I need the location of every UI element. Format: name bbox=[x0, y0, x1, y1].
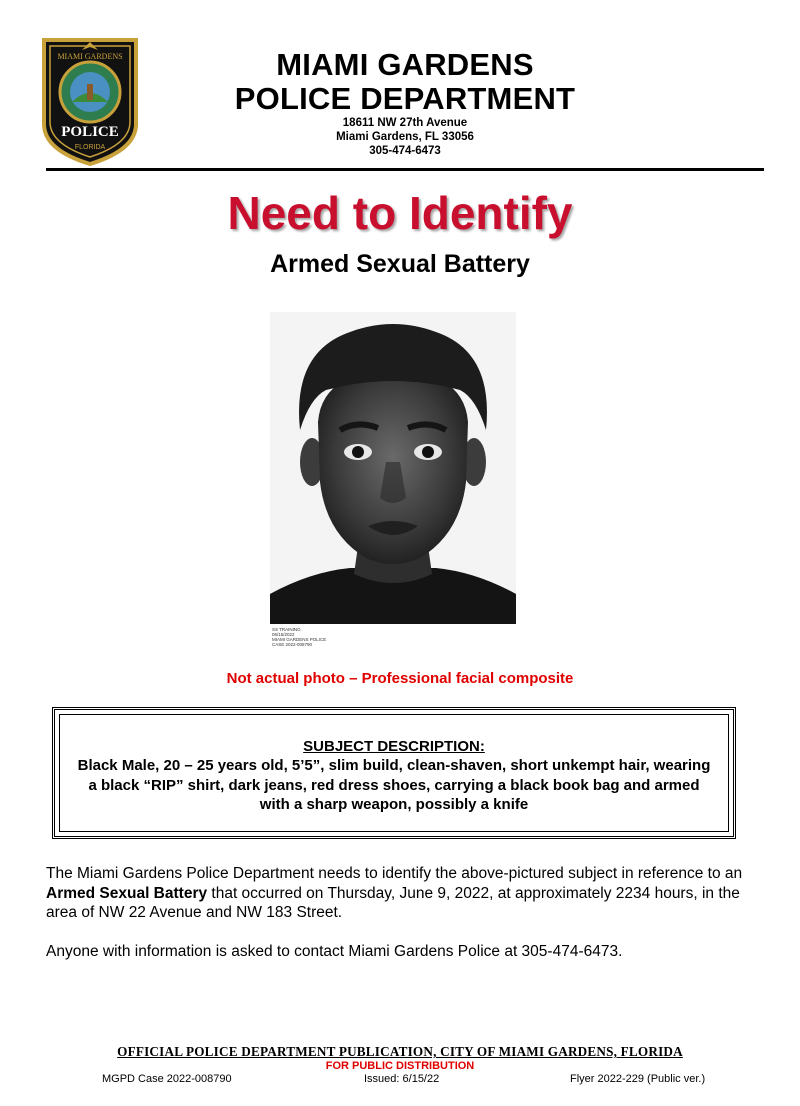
badge-bottom-text: FLORIDA bbox=[74, 144, 106, 151]
flyer-number: Flyer 2022-229 (Public ver.) bbox=[570, 1073, 706, 1085]
distribution-notice: FOR PUBLIC DISTRIBUTION bbox=[325, 1060, 475, 1072]
department-phone: 305-474-6473 bbox=[369, 145, 441, 157]
facial-composite-image bbox=[270, 312, 516, 624]
badge-top-text: MIAMI GARDENS bbox=[57, 52, 123, 61]
offense-title: Armed Sexual Battery bbox=[270, 250, 530, 278]
address-line2: Miami Gardens, FL 33056 bbox=[336, 131, 474, 143]
police-badge-logo bbox=[38, 32, 142, 166]
subject-description-text: Black Male, 20 – 25 years old, 5’5”, slim build, clean-shaven, short unkempt hair, wearing a black “RIP” shirt, dark jeans, red dress shoes, carrying a black book bag and armed with a sharp weapon, possibly a knife bbox=[77, 757, 711, 813]
department-header bbox=[200, 48, 610, 158]
header-divider bbox=[46, 168, 764, 171]
department-name-line2: POLICE DEPARTMENT bbox=[234, 81, 576, 116]
case-number: MGPD Case 2022-008790 bbox=[102, 1073, 232, 1085]
department-name-line1: MIAMI GARDENS bbox=[276, 47, 534, 82]
offense-inline: Armed Sexual Battery bbox=[46, 884, 208, 902]
alert-headline: Need to Identify bbox=[227, 187, 573, 239]
address-line1: 18611 NW 27th Avenue bbox=[342, 117, 468, 129]
badge-main-text: POLICE bbox=[61, 124, 119, 140]
composite-caption: SS TRAINING 06/15/2022 MIAMI GARDENS POLICE CASE 2022-008790 bbox=[272, 627, 327, 647]
subject-description-box bbox=[52, 707, 736, 839]
publication-notice: OFFICIAL POLICE DEPARTMENT PUBLICATION, CITY OF MIAMI GARDENS, FLORIDA bbox=[117, 1044, 683, 1059]
incident-paragraph: The Miami Gardens Police Department needs to identify the above-pictured subject in reference to an Armed Sexual Battery that occurred on Thursday, June 9, 2022, at approximately 2234 hours, in the area of NW 22 Avenue and NW 183 Street. bbox=[46, 865, 743, 921]
issued-date: Issued: 6/15/22 bbox=[364, 1073, 440, 1085]
contact-paragraph: Anyone with information is asked to contact Miami Gardens Police at 305-474-6473. bbox=[46, 943, 623, 960]
subject-description-heading: SUBJECT DESCRIPTION: bbox=[303, 738, 485, 755]
composite-disclaimer: Not actual photo – Professional facial composite bbox=[226, 670, 574, 687]
